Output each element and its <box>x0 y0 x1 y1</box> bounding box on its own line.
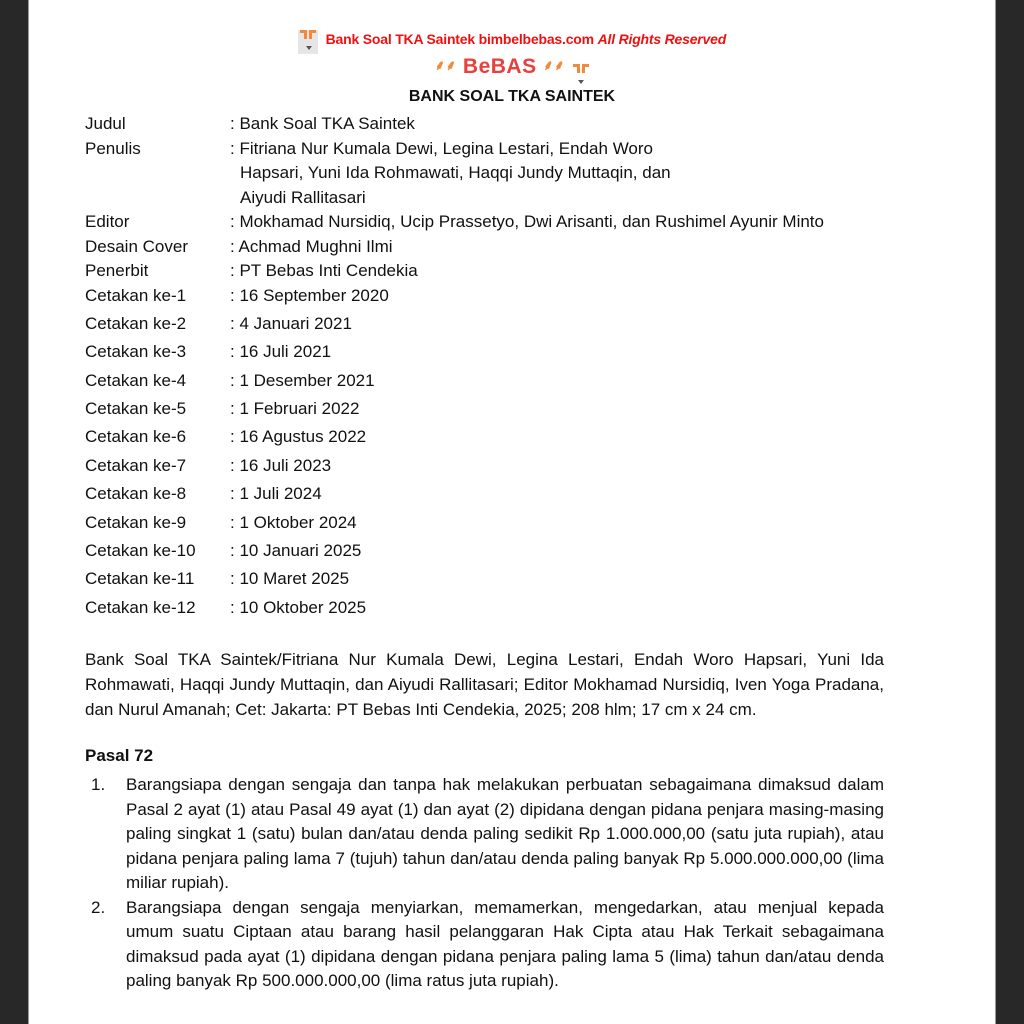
print-row: Cetakan ke-1 : 16 September 2020 <box>85 285 389 305</box>
print-row: Cetakan ke-10 : 10 Januari 2025 <box>85 541 362 561</box>
print-row: Cetakan ke-11 : 10 Maret 2025 <box>85 569 350 589</box>
meta-editor: Editor : Mokhamad Nursidiq, Ucip Prassetyo, Dwi Arisanti, dan Rushimel Ayunir Minto <box>85 212 824 231</box>
print-row: Cetakan ke-7 : 16 Juli 2023 <box>85 455 332 475</box>
left-wing-icon: ⸙⸙ <box>434 57 457 73</box>
list-item: 1. Barangsiapa dengan sengaja dan tanpa hak melakukan perbuatan sebagaimana dimaksud dalam Pasal 2 ayat (1) atau Pasal 49 ayat (1) dan ayat (2) dipidana dengan pidana penjara masing-masing paling singkat 1 (satu) bulan dan/atau denda paling sedikit Rp 1.000.000,00 (satu juta rupiah), atau pidana penjara paling lama 7 (tujuh) tahun dan/atau denda paling banyak Rp 5.000.000.000,00 (lima miliar rupiah). <box>91 775 884 892</box>
print-row: Cetakan ke-6 : 16 Agustus 2022 <box>85 427 367 447</box>
print-row: Cetakan ke-3 : 16 Juli 2021 <box>85 342 332 362</box>
watermark-header <box>29 30 995 54</box>
meta-penerbit: Penerbit : PT Bebas Inti Cendekia <box>85 261 418 280</box>
right-wing-icon: ⸙⸙ <box>542 57 565 73</box>
publication-metadata <box>85 112 890 624</box>
print-row: Cetakan ke-8 : 1 Juli 2024 <box>85 484 322 504</box>
document-page <box>28 0 996 1024</box>
bebas-logo <box>29 55 995 85</box>
bebas-logo-icon <box>298 30 318 54</box>
bebas-mark-icon <box>573 62 589 84</box>
print-row: Cetakan ke-5 : 1 Februari 2022 <box>85 399 360 419</box>
pasal-list <box>85 773 884 994</box>
meta-penulis: Penulis : Fitriana Nur Kumala Dewi, Legina Lestari, Endah Woro Hapsari, Yuni Ida Rohmawati, Haqqi Jundy Muttaqin, dan Aiyudi Rallitasari <box>85 138 671 207</box>
print-row: Cetakan ke-4 : 1 Desember 2021 <box>85 370 375 390</box>
meta-judul: Judul : Bank Soal TKA Saintek <box>85 114 415 133</box>
print-row: Cetakan ke-12 : 10 Oktober 2025 <box>85 597 367 617</box>
bibliographic-entry: Bank Soal TKA Saintek/Fitriana Nur Kumala Dewi, Legina Lestari, Endah Woro Hapsari, Yuni Ida Rohmawati, Haqqi Jundy Muttaqin, dan Aiyudi Rallitasari; Editor Mokhamad Nursidiq, Iven Yoga Pradana, dan Nurul Amanah; Cet: Jakarta: PT Bebas Inti Cendekia, 2025; 208 hlm; 17 cm x 24 cm. <box>85 650 884 719</box>
page-title: BANK SOAL TKA SAINTEK <box>408 88 616 105</box>
watermark-text: Bank Soal TKA Saintek bimbelbebas.com <box>325 31 594 47</box>
watermark-rights: All Rights Reserved <box>597 31 727 47</box>
logo-brand: BeBAS <box>462 55 537 78</box>
meta-desain-cover: Desain Cover : Achmad Mughni Ilmi <box>85 236 393 256</box>
print-row: Cetakan ke-2 : 4 Januari 2021 <box>85 313 352 333</box>
print-row: Cetakan ke-9 : 1 Oktober 2024 <box>85 512 357 532</box>
list-item: 2. Barangsiapa dengan sengaja menyiarkan, memamerkan, mengedarkan, atau menjual kepada umum suatu Ciptaan atau barang hasil pelanggaran Hak Cipta atau Hak Terkait sebagaimana dimaksud pada ayat (1) dipidana dengan pidana penjara paling lama 5 (lima) tahun dan/atau denda paling banyak Rp 500.000.000,00 (lima ratus juta rupiah). <box>91 897 884 990</box>
pasal-heading: Pasal 72 <box>85 746 154 765</box>
